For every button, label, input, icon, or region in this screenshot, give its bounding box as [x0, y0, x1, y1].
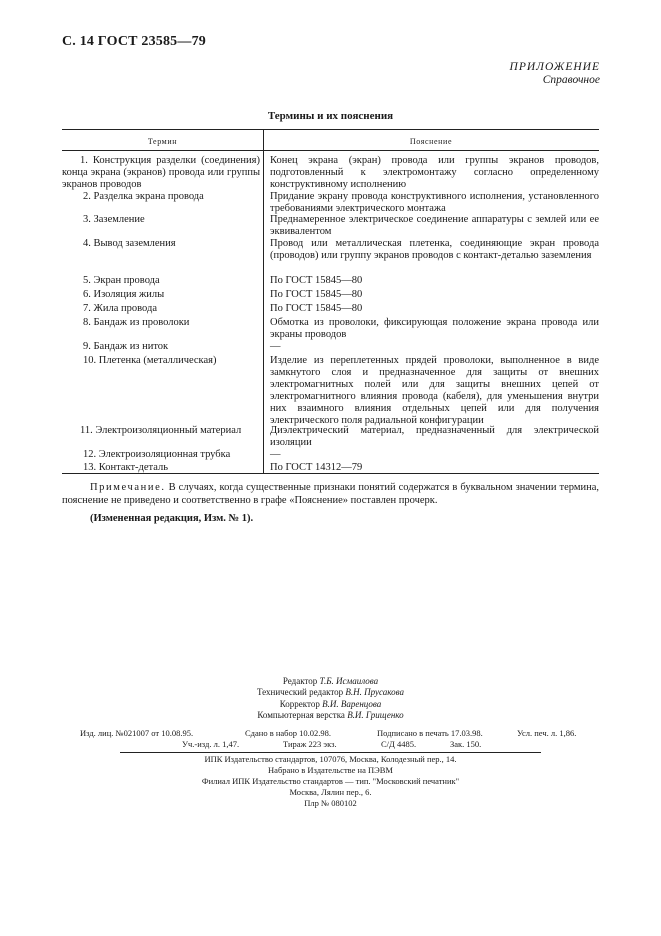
imprint-typeset-date: Сдано в набор 10.02.98. — [245, 728, 331, 738]
row-term: 5. Экран провода — [83, 275, 160, 286]
amendment-note: (Измененная редакция, Изм. № 1). — [90, 513, 254, 524]
imprint-sd: С/Д 4485. — [381, 739, 417, 749]
page-header: С. 14 ГОСТ 23585—79 — [62, 34, 206, 49]
publisher-line: Филиал ИПК Издательство стандартов — тип. "Московский печатник" — [201, 776, 460, 786]
row-explanation: Обмотка из проволоки, фиксирующая положение экрана провода или экраны проводов — [270, 317, 599, 340]
appendix-title: ПРИЛОЖЕНИЕ — [509, 61, 600, 73]
publisher-line: ИПК Издательство стандартов, 107076, Москва, Колодезный пер., 14. — [204, 754, 457, 764]
row-term: 10. Плетенка (металлическая) — [83, 355, 217, 366]
note-paragraph — [62, 482, 599, 507]
imprint-license: Изд. лиц. №021007 от 10.08.95. — [80, 728, 194, 738]
note-text: В случаях, когда существенные признаки понятий содержатся в буквальном значении термина, пояснение не приведено и соответственно в графе «Пояснение» поставлен прочерк. — [62, 482, 599, 506]
credit-tech-editor: Технический редактор В.Н. Прусакова — [256, 687, 405, 698]
row-explanation: Конец экрана (экран) провода или группы экранов проводов, подготовленный к электромонтажу согласно определенному конструктивному исполнению — [270, 155, 599, 190]
row-term: 8. Бандаж из проволоки — [83, 317, 190, 328]
row-explanation: Придание экрану провода конструктивного исполнения, установленного требованиями электрического монтажа — [270, 191, 599, 214]
row-term: 12. Электроизоляционная трубка — [83, 449, 231, 460]
table-title: Термины и их пояснения — [267, 110, 394, 122]
table-top-rule — [62, 129, 599, 130]
row-explanation: По ГОСТ 15845—80 — [270, 303, 363, 314]
imprint-sheets: Усл. печ. л. 1,86. — [517, 728, 577, 738]
imprint-order: Зак. 150. — [450, 739, 482, 749]
row-explanation: Преднамеренное электрическое соединение аппаратуры с землей или ее эквивалентом — [270, 214, 599, 237]
credit-corrector: Корректор В.И. Варенцова — [279, 698, 382, 709]
imprint-pub-sheets: Уч.-изд. л. 1,47. — [182, 739, 240, 749]
publisher-line: Набрано в Издательстве на ПЭВМ — [268, 765, 393, 775]
row-term: 7. Жила провода — [83, 303, 158, 314]
row-term: 6. Изоляция жилы — [83, 289, 165, 300]
appendix-label — [510, 61, 600, 87]
publisher-line: Плр № 080102 — [304, 798, 357, 808]
row-explanation: По ГОСТ 14312—79 — [270, 462, 363, 473]
row-term: 13. Контакт-деталь — [83, 462, 169, 473]
row-term: 9. Бандаж из ниток — [83, 341, 169, 352]
row-term: 2. Разделка экрана провода — [83, 191, 204, 202]
row-explanation: По ГОСТ 15845—80 — [270, 275, 363, 286]
row-explanation: Изделие из переплетенных прядей проволоки, выполненное в виде замкнутого слоя и предназначенное для защиты от внешних электромагнитных полей или для защиты внешних цепей от электромагнитного влияния провода (кабеля), для уменьшения внутри них взаимного влияния отдельных цепей или для получения электрического поля радиальной конфигурации — [270, 355, 599, 426]
table-header-rule — [62, 150, 599, 151]
row-explanation: — — [270, 449, 281, 460]
credits-block — [0, 676, 661, 722]
appendix-subtitle: Справочное — [542, 74, 600, 86]
imprint-run: Тираж 223 экз. — [283, 739, 337, 749]
publisher-line: Москва, Лялин пер., 6. — [289, 787, 372, 797]
row-explanation: — — [270, 341, 281, 352]
note-label: Примечание. — [90, 482, 166, 493]
table-column-divider — [263, 129, 264, 473]
imprint-rule — [120, 752, 541, 753]
credit-editor: Редактор Т.Б. Исмаилова — [282, 676, 379, 686]
row-explanation: Диэлектрический материал, предназначенный для электрической изоляции — [270, 425, 599, 448]
row-explanation: Провод или металлическая плетенка, соединяющие экран провода (проводов) или группу экранов проводов с контакт-деталью заземления — [270, 238, 599, 261]
header-term: Термин — [147, 137, 178, 146]
row-term: 11. Электроизоляционный материал — [80, 425, 242, 436]
row-term: 4. Вывод заземления — [83, 238, 176, 249]
publisher-block — [0, 754, 661, 809]
credit-layout: Компьютерная верстка В.И. Грищенко — [257, 710, 404, 721]
imprint-print-date: Подписано в печать 17.03.98. — [377, 728, 483, 738]
header-explanation: Пояснение — [409, 137, 453, 146]
row-term: 1. Конструкция разделки (соединения) конца экрана (экранов) провода или группы экранов проводов — [62, 155, 260, 190]
row-term: 3. Заземление — [83, 214, 145, 225]
row-explanation: По ГОСТ 15845—80 — [270, 289, 363, 300]
